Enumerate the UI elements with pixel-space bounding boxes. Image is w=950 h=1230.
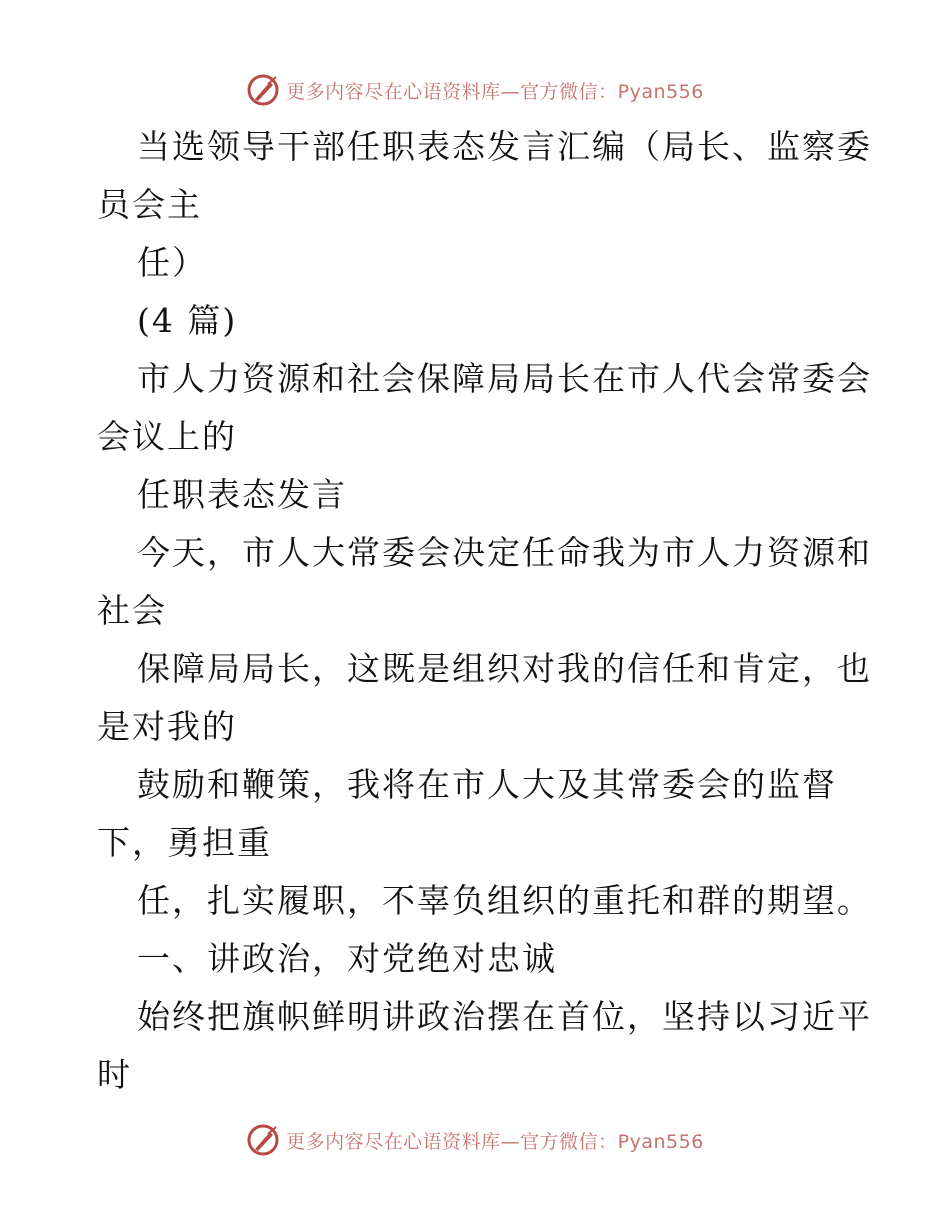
doc-line: 始终把旗帜鲜明讲政治摆在首位，坚持以习近平 — [137, 997, 872, 1036]
doc-line: 下，勇担重 — [97, 823, 272, 862]
watermark-text: 更多内容尽在心语资料库—官方微信：Pyan556 — [286, 1130, 704, 1153]
doc-line: 时 — [97, 1055, 132, 1094]
doc-line: 会议上的 — [97, 417, 237, 456]
doc-line: 任，扎实履职，不辜负组织的重托和群的期望。 — [137, 881, 872, 920]
document-body — [97, 118, 877, 1104]
quill-logo-icon — [246, 73, 280, 107]
doc-line: 当选领导干部任职表态发言汇编（局长、监察委 — [137, 127, 872, 166]
doc-line: 员会主 — [97, 185, 202, 224]
watermark-footer — [0, 1120, 950, 1160]
doc-line: 是对我的 — [97, 707, 237, 746]
doc-line: 保障局局长，这既是组织对我的信任和肯定，也 — [137, 649, 872, 688]
doc-line: (4 篇) — [137, 301, 238, 340]
watermark-text: 更多内容尽在心语资料库—官方微信：Pyan556 — [286, 80, 704, 103]
quill-logo-icon — [246, 1123, 280, 1157]
watermark-header — [0, 70, 950, 110]
doc-line: 一、讲政治，对党绝对忠诚 — [137, 939, 557, 978]
doc-line: 今天，市人大常委会决定任命我为市人力资源和 — [137, 533, 872, 572]
doc-line: 任职表态发言 — [137, 475, 347, 514]
doc-line: 任） — [137, 243, 207, 282]
doc-line: 社会 — [97, 591, 167, 630]
doc-line: 市人力资源和社会保障局局长在市人代会常委会 — [137, 359, 872, 398]
doc-line: 鼓励和鞭策，我将在市人大及其常委会的监督 — [137, 765, 837, 804]
